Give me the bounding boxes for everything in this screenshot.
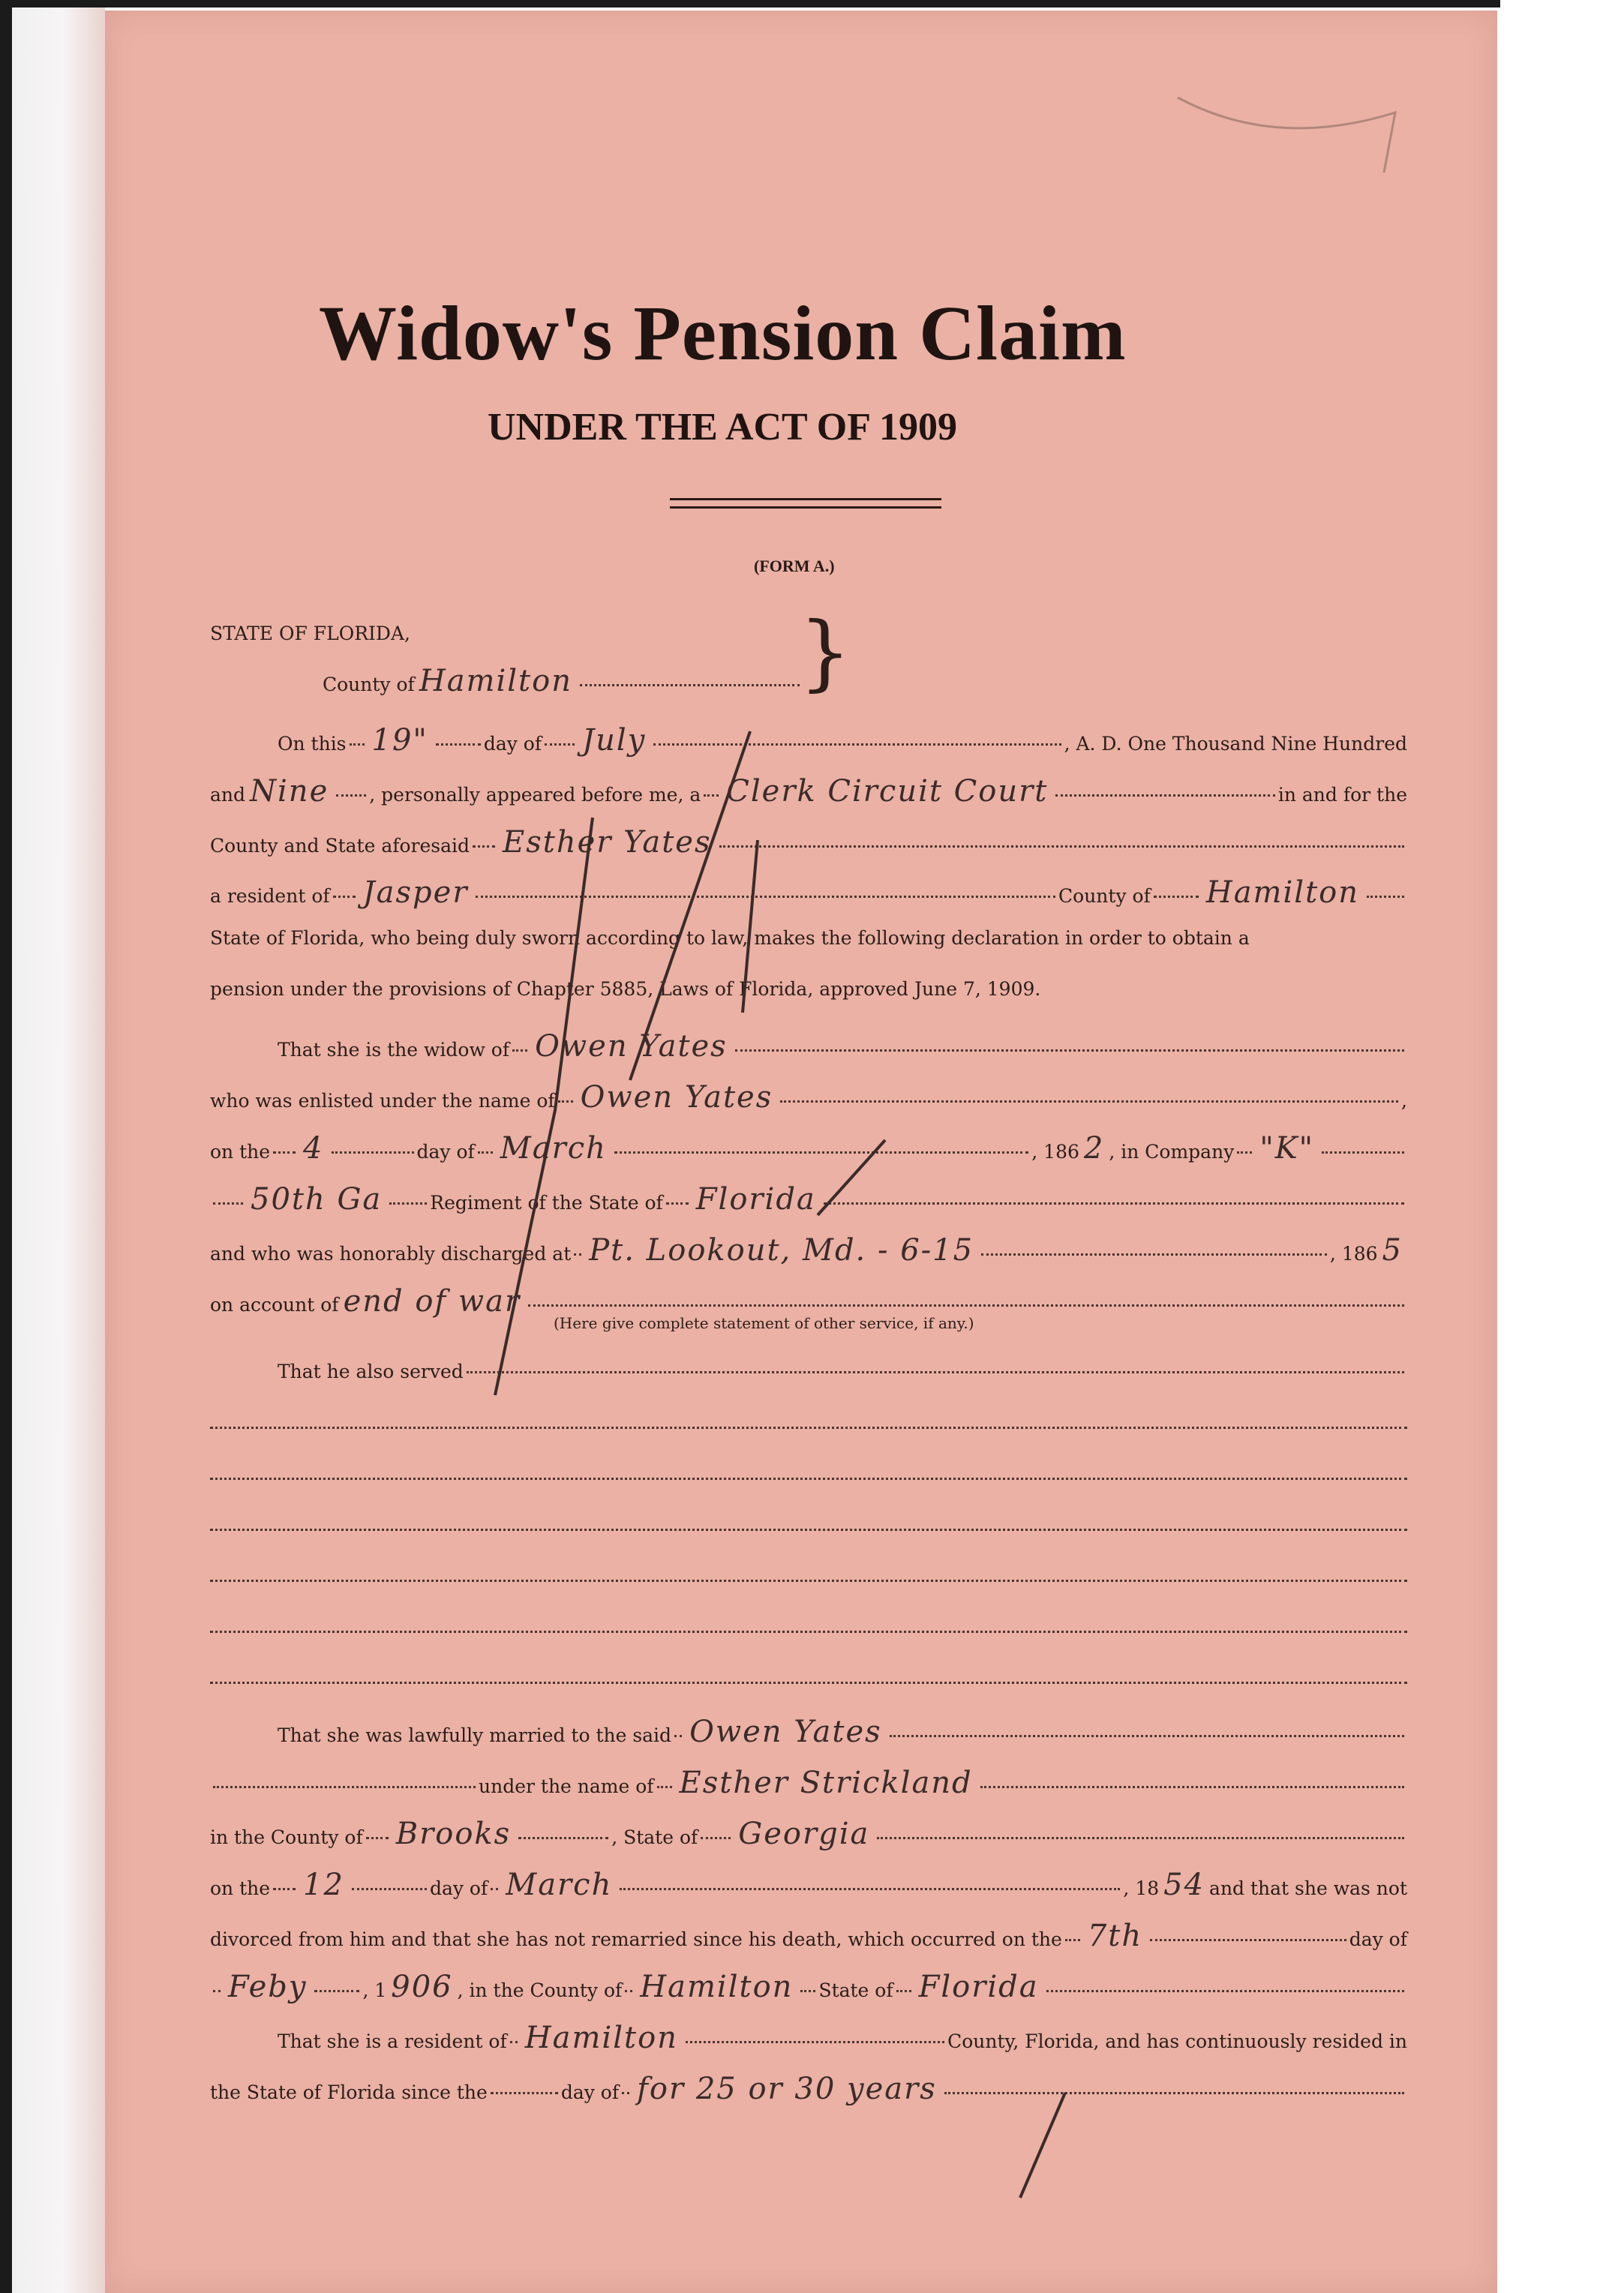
- corner-scribble: [1178, 98, 1395, 173]
- marriage-county: Brooks: [395, 1817, 512, 1851]
- form-label: (FORM A.): [754, 557, 835, 575]
- text: , in Company: [1109, 1141, 1235, 1163]
- text: day of: [416, 1141, 475, 1163]
- text: in and for the: [1277, 784, 1407, 806]
- text: day of: [1349, 1928, 1407, 1950]
- state-label: STATE OF FLORIDA,: [210, 623, 410, 644]
- instruction-note: (Here give complete statement of other service, if any.): [554, 1314, 974, 1332]
- text: a resident of: [210, 885, 330, 907]
- text: County of: [1058, 885, 1151, 907]
- husband-name: Owen Yates: [535, 1029, 728, 1064]
- pen-stroke: [818, 1140, 885, 1215]
- discharge-place: Pt. Lookout, Md. - 6-15: [589, 1233, 974, 1268]
- venue-brace: }: [799, 604, 851, 700]
- text: , personally appeared before me, a: [369, 784, 701, 806]
- official-value: Clerk Circuit Court: [726, 774, 1049, 809]
- oath-text: State of Florida, who being duly sworn according to law, makes the following declaration in order to obtain a: [210, 927, 1250, 949]
- text: County and State aforesaid: [210, 835, 470, 857]
- regiment-value: 50th Ga: [251, 1182, 383, 1217]
- death-state: Florida: [918, 1970, 1039, 2004]
- pen-stroke: [1020, 2093, 1065, 2198]
- company-value: "K": [1259, 1131, 1314, 1166]
- day-value: 19": [371, 723, 428, 758]
- text: ,: [1401, 1090, 1407, 1112]
- maiden-name: Esther Strickland: [679, 1766, 973, 1800]
- text: On this: [278, 733, 347, 755]
- text: , in the County of: [457, 1979, 623, 2001]
- pen-stroke: [495, 818, 593, 1395]
- discharge-reason: end of war: [343, 1284, 521, 1319]
- text: , 186: [1329, 1243, 1378, 1265]
- pen-stroke: [743, 840, 758, 1013]
- death-county: Hamilton: [640, 1970, 794, 2004]
- page-subtitle: UNDER THE ACT OF 1909: [488, 406, 958, 449]
- text: who was enlisted under the name of: [210, 1090, 555, 1112]
- text: and who was honorably discharged at: [210, 1243, 572, 1265]
- text: That she is a resident of: [278, 2030, 507, 2052]
- text: , 18: [1123, 1877, 1160, 1899]
- month-value: July: [582, 723, 647, 758]
- residence-place: Jasper: [362, 875, 469, 910]
- county-value: Hamilton: [419, 664, 572, 698]
- marriage-day: 12: [303, 1868, 344, 1902]
- discharge-year: 5: [1382, 1233, 1403, 1268]
- text: , 1: [362, 1979, 387, 2001]
- text: divorced from him and that she has not remarried since his death, which occurred on the: [210, 1928, 1062, 1950]
- residence-county-current: Hamilton: [524, 2021, 678, 2055]
- text: That she is the widow of: [278, 1039, 510, 1061]
- page-title: Widow's Pension Claim: [319, 290, 1127, 377]
- residence-county: Hamilton: [1205, 875, 1359, 910]
- pen-stroke: [630, 731, 750, 1080]
- marriage-year: 54: [1163, 1868, 1205, 1902]
- text: under the name of: [479, 1775, 654, 1797]
- death-month: Feby: [228, 1970, 308, 2004]
- enlisted-name: Owen Yates: [580, 1080, 773, 1115]
- text: day of: [483, 733, 542, 755]
- marriage-state: Georgia: [738, 1817, 870, 1851]
- enlist-year: 2: [1083, 1131, 1105, 1166]
- statute-text: pension under the provisions of Chapter 5885, Laws of Florida, approved June 7, 1909.: [210, 978, 1041, 1000]
- enlist-month: March: [500, 1131, 607, 1166]
- residence-duration: for 25 or 30 years: [637, 2072, 937, 2106]
- death-day: 7th: [1087, 1919, 1143, 1953]
- text: on account of: [210, 1294, 339, 1316]
- text: on the: [210, 1877, 271, 1899]
- text: That he also served: [278, 1361, 464, 1382]
- text: , A. D. One Thousand Nine Hundred: [1064, 733, 1407, 755]
- text: , State of: [611, 1826, 698, 1848]
- marriage-month: March: [506, 1868, 613, 1902]
- year-word: Nine: [250, 774, 329, 809]
- text: and that she was not: [1209, 1877, 1407, 1899]
- death-year: 906: [391, 1970, 453, 2004]
- county-label: County of: [323, 674, 415, 695]
- text: Regiment of the State of: [430, 1192, 663, 1214]
- text: and: [210, 784, 246, 806]
- text: the State of Florida since the: [210, 2081, 488, 2103]
- text: in the County of: [210, 1826, 363, 1848]
- text: day of: [429, 1877, 488, 1899]
- text: County, Florida, and has continuously resided in: [947, 2030, 1407, 2052]
- text: day of: [560, 2081, 620, 2103]
- spouse-name: Owen Yates: [689, 1715, 882, 1749]
- claimant-name: Esther Yates: [503, 825, 712, 860]
- text: That she was lawfully married to the said: [278, 1724, 672, 1746]
- regiment-state: Florida: [695, 1182, 816, 1217]
- text: on the: [210, 1141, 271, 1163]
- text: State of: [818, 1979, 893, 2001]
- text: , 186: [1031, 1141, 1079, 1163]
- enlist-day: 4: [303, 1131, 324, 1166]
